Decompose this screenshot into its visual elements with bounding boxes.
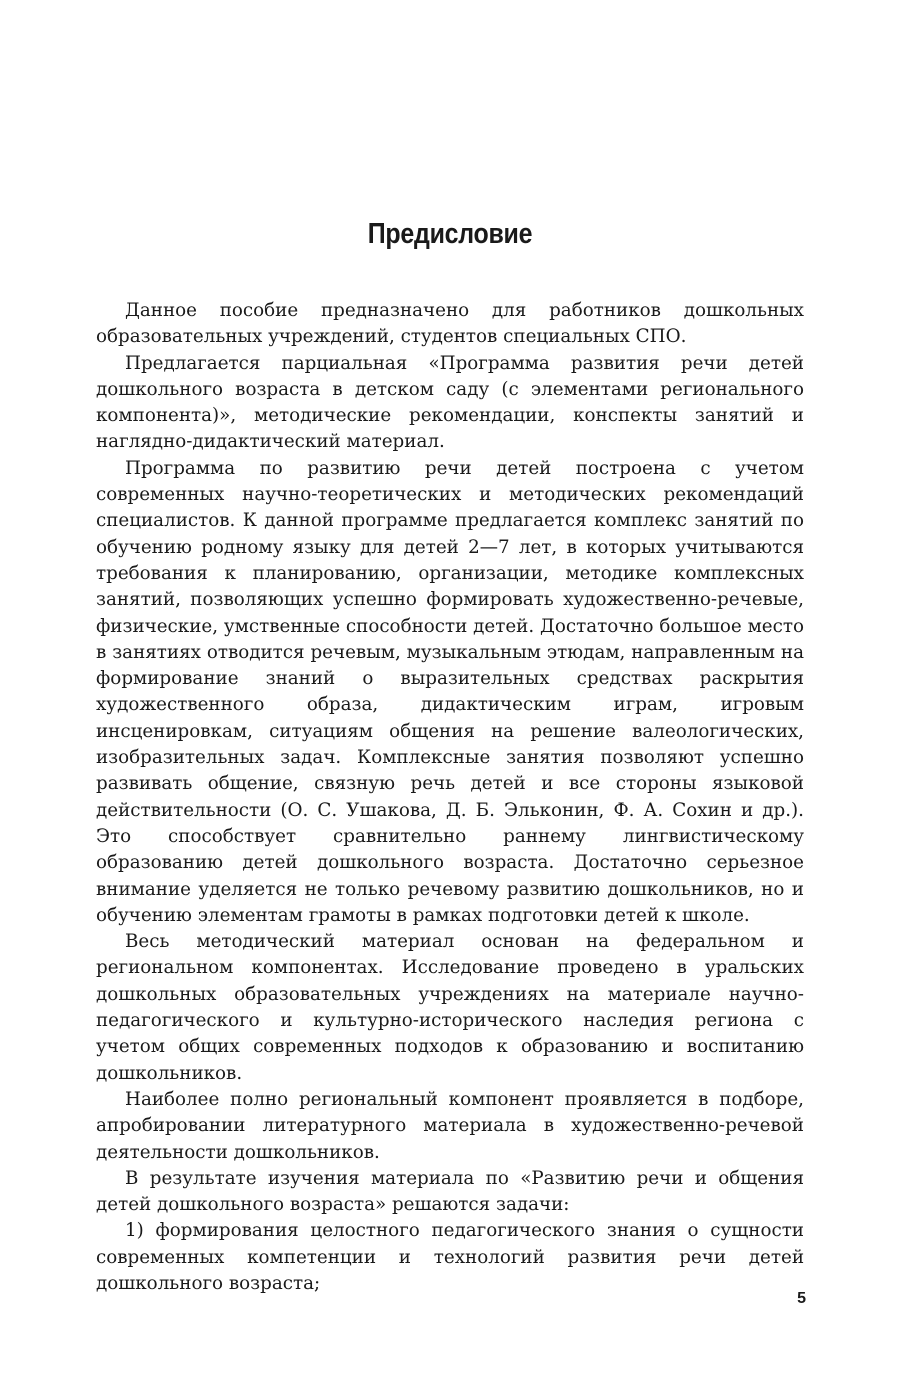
paragraph: Наиболее полно региональный компонент проявляется в подборе, апробировании литературного материала в художественно-речевой деятельности дошкольников. [96, 1088, 804, 1163]
body-text [96, 298, 804, 1297]
paragraph: Данное пособие предназначено для работников дошкольных образовательных учреждений, студентов специальных СПО. [96, 300, 804, 348]
paragraph: Программа по развитию речи детей построена с учетом современных научно-теоретических и методических рекомендаций специалистов. К данной программе предлагается комплекс занятий по обучению родному языку для детей 2—7 лет, в которых учитываются требования к планированию, организации, методике комплексных занятий, позволяющих успешно формировать художественно-речевые, физические, умственные способности детей. Достаточно большое место в занятиях отводится речевым, музыкальным этюдам, направленным на формирование знаний о выразительных средствах раскрытия художественного образа, дидактическим играм, игровым инсценировкам, ситуациям общения на решение валеологических, изобразительных задач. Комплексные занятия позволяют успешно развивать общение, связную речь детей и все стороны языковой действительности (О. С. Ушакова, Д. Б. Эльконин, Ф. А. Сохин и др.). Это способствует сравнительно раннему лингвистическому образованию детей дошкольного возраста. Достаточно серьезное внимание уделяется не только речевому развитию дошкольников, но и обучению элементам грамоты в рамках подготовки детей к школе. [96, 457, 804, 926]
paragraph: 1) формирования целостного педагогического знания о сущности современных компетенции и технологий развития речи детей дошкольного возраста; [96, 1220, 804, 1294]
page-number: 5 [797, 1290, 806, 1307]
page-title: Предисловие [367, 218, 533, 250]
paragraph: В результате изучения материала по «Развитию речи и общения детей дошкольного возраста» решаются задачи: [96, 1167, 804, 1216]
paragraph: Предлагается парциальная «Программа развития речи детей дошкольного возраста в детском саду (с элементами регионального компонента)», методические рекомендации, конспекты занятий и наглядно-дидактический материал. [96, 352, 804, 453]
paragraph: Весь методический материал основан на федеральном и региональном компонентах. Исследование проведено в уральских дошкольных образовательных учреждениях на материале научно-педагогического и культурно-исторического наследия региона с учетом общих современных подходов к образованию и воспитанию дошкольников. [96, 931, 804, 1084]
